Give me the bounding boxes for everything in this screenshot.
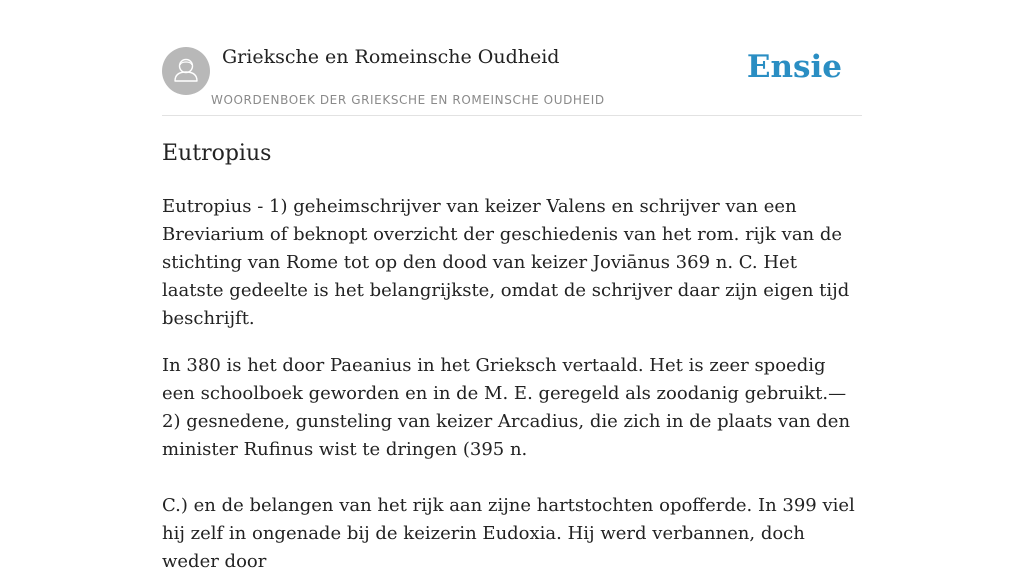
page-title: Eutropius — [162, 141, 272, 166]
avatar[interactable] — [162, 47, 210, 95]
source-header — [162, 46, 862, 116]
source-subtitle: WOORDENBOEK DER GRIEKSCHE EN ROMEINSCHE OUDHEID — [211, 93, 605, 107]
article — [162, 138, 862, 576]
ensie-logo-link[interactable]: Ensie — [746, 49, 842, 85]
source-title-link[interactable]: Grieksche en Romeinsche Oudheid — [222, 46, 560, 68]
article-paragraph: In 380 is het door Paeanius in het Grieksch vertaald. Het is zeer spoedig een schoolboek geworden en in de M. E. geregeld als zoodanig gebruikt.—2) gesnedene, gunsteling van keizer Arcadius, die zich in de plaats van den minister Rufinus wist te dringen (395 n. — [162, 355, 851, 460]
article-paragraph: C.) en de belangen van het rijk aan zijne hartstochten opofferde. In 399 viel hij zelf in ongenade bij de keizerin Eudoxia. Hij werd verbannen, doch weder door — [162, 495, 855, 572]
user-silhouette-icon — [162, 47, 210, 95]
article-paragraph: Eutropius - 1) geheimschrijver van keizer Valens en schrijver van een Breviarium of beknopt overzicht der geschiedenis van het rom. rijk van de stichting van Rome tot op den dood van keizer Joviānus 369 n. C. Het laatste gedeelte is het belangrijkste, omdat de schrijver daar zijn eigen tijd beschrijft. — [162, 196, 850, 329]
